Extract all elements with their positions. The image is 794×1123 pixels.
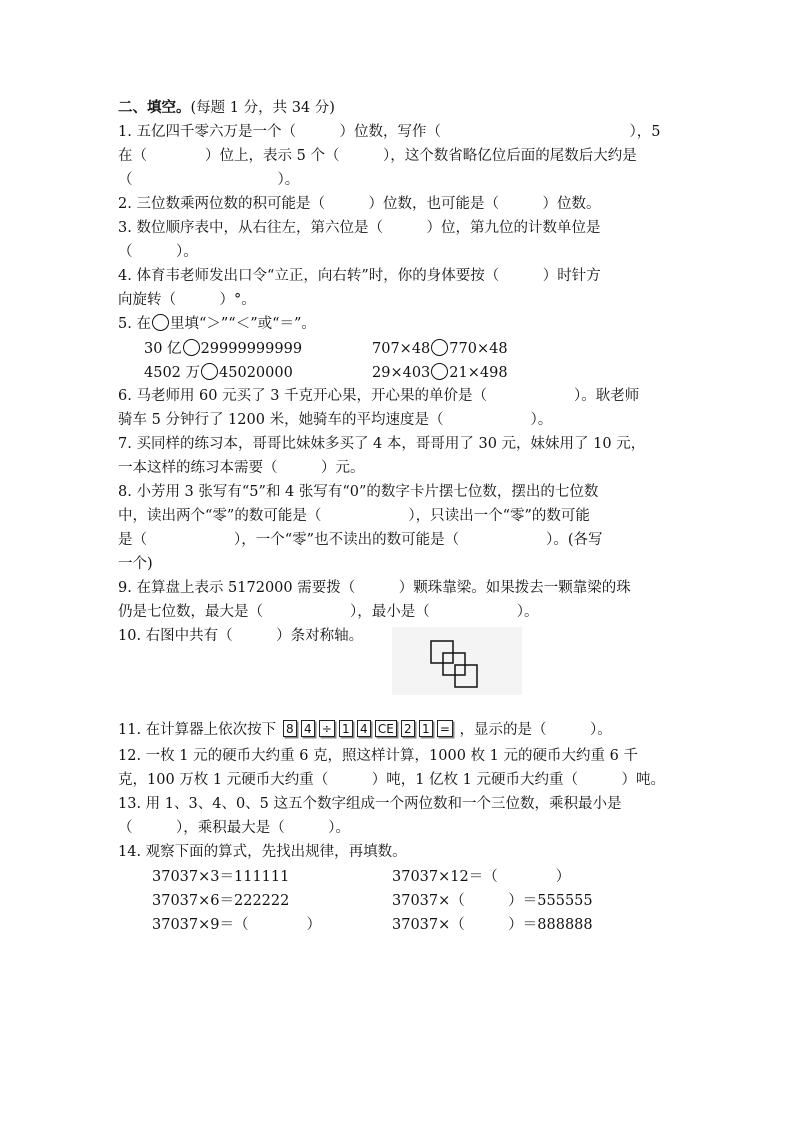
q14-right-3: 37037×（ ）＝888888 [392,917,593,933]
q13-line-1: 13. 用 1、3、4、0、5 这五个数字组成一个两位数和一个三位数，乘积最小是 [118,796,622,812]
compare-circle-icon[interactable] [431,339,448,356]
q7-line-1: 7. 买同样的练习本，哥哥比妹妹多买了 4 本，哥哥用了 30 元，妹妹用了 10 元， [118,436,646,452]
q5-row2-left-b: 45020000 [219,365,293,381]
section-title-note: (每题 1 分，共 34 分) [190,100,335,116]
q12-line-2: 克，100 万枚 1 元硬币大约重（ ）吨，1 亿枚 1 元硬币大约重（ ）吨。 [118,772,666,788]
q4-line-2: 向旋转（ ）°。 [118,292,256,308]
q7-line-2: 一本这样的练习本需要（ ）元。 [118,460,365,476]
q5-intro-a: 5. 在 [118,316,151,332]
q5-row2-right-b: 21×498 [449,365,508,381]
q5-intro [118,313,316,335]
q6-line-2: 骑车 5 分钟行了 1200 米，她骑车的平均速度是（ ）。 [118,412,553,428]
q6-line-1: 6. 马老师用 60 元买了 3 千克开心果，开心果的单价是（ ）。耿老师 [118,388,640,404]
q5-row2-left [144,362,293,384]
compare-circle-icon[interactable] [431,363,448,380]
calc-key[interactable]: 8 [283,720,297,737]
calc-key[interactable]: 2 [401,720,415,737]
q14-intro: 14. 观察下面的算式，先找出规律，再填数。 [118,844,407,860]
q9-line-1: 9. 在算盘上表示 5172000 需要拨（ ）颗珠靠梁。如果拨去一颗靠梁的珠 [118,580,631,596]
q5-row1-right [372,338,508,360]
q1-line-2: 在（ ）位上，表示 5 个（ ），这个数省略亿位后面的尾数后大约是 [118,148,637,164]
q1-line-1: 1. 五亿四千零六万是一个（ ）位数，写作（ ），5 [118,124,661,140]
q12-line-1: 12. 一枚 1 元的硬币大约重 6 克，照这样计算，1000 枚 1 元的硬币大约重 6 千 [118,748,638,764]
q5-row2-left-a: 4502 万 [144,365,201,381]
q5-row1-right-b: 770×48 [449,341,508,357]
q9-line-2: 仍是七位数，最大是（ ），最小是（ ）。 [118,604,539,620]
q5-intro-b: 里填“＞”“＜”或“＝”。 [169,316,316,332]
q3-line-2: （ ）。 [118,244,198,260]
calc-key[interactable]: ÷ [319,720,335,737]
section-title [118,97,335,119]
q8-line-1: 8. 小芳用 3 张写有“5”和 4 张写有“0”的数字卡片摆七位数，摆出的七位数 [118,484,599,500]
q14-right-1: 37037×12＝（ ） [392,869,571,885]
calc-key[interactable]: CE [375,720,397,737]
q5-row1-left [144,338,302,360]
overlapping-squares-icon [392,627,522,695]
compare-circle-icon[interactable] [183,339,200,356]
q1-line-3: （ ）。 [118,172,300,188]
q5-row2-right [372,362,508,384]
q8-line-2: 中，读出两个“零”的数可能是（ ），只读出一个“零”的数可能 [118,508,590,524]
calc-key[interactable]: 1 [339,720,353,737]
q3-line-1: 3. 数位顺序表中，从右往左，第六位是（ ）位，第九位的计数单位是 [118,220,601,236]
section-title-main: 二、填空。 [118,99,191,116]
symmetry-figure [392,627,522,695]
q8-line-4: 一个) [118,556,153,572]
calc-key[interactable]: 1 [419,720,433,737]
q11-after: ，显示的是（ ）。 [459,722,612,738]
q5-row2-right-a: 29×403 [372,365,431,381]
q5-row1-left-b: 29999999999 [200,341,303,357]
q14-left-1: 37037×3＝111111 [152,869,290,885]
compare-circle-icon[interactable] [201,363,218,380]
q5-row1-right-a: 707×48 [372,341,431,357]
q14-left-3: 37037×9＝（ ） [152,917,322,933]
q5-row1-left-a: 30 亿 [144,341,182,357]
q8-line-3: 是（ ），一个“零”也不读出的数可能是（ ）。(各写 [118,532,603,548]
q2-line: 2. 三位数乘两位数的积可能是（ ）位数，也可能是（ ）位数。 [118,196,601,212]
compare-circle-icon [152,314,169,331]
calc-key[interactable]: = [437,720,453,737]
q14-left-2: 37037×6＝222222 [152,893,290,909]
q4-line-1: 4. 体育韦老师发出口令“立正，向右转”时，你的身体要按（ ）时针方 [118,268,601,284]
q10-line: 10. 右图中共有（ ）条对称轴。 [118,628,364,644]
q14-right-2: 37037×（ ）＝555555 [392,893,593,909]
calc-key[interactable]: 4 [357,720,371,737]
calc-key[interactable]: 4 [301,720,315,737]
q11-line [118,719,612,741]
q11-before: 11. 在计算器上依次按下 [118,722,277,738]
q13-line-2: （ ），乘积最大是（ ）。 [118,820,350,836]
